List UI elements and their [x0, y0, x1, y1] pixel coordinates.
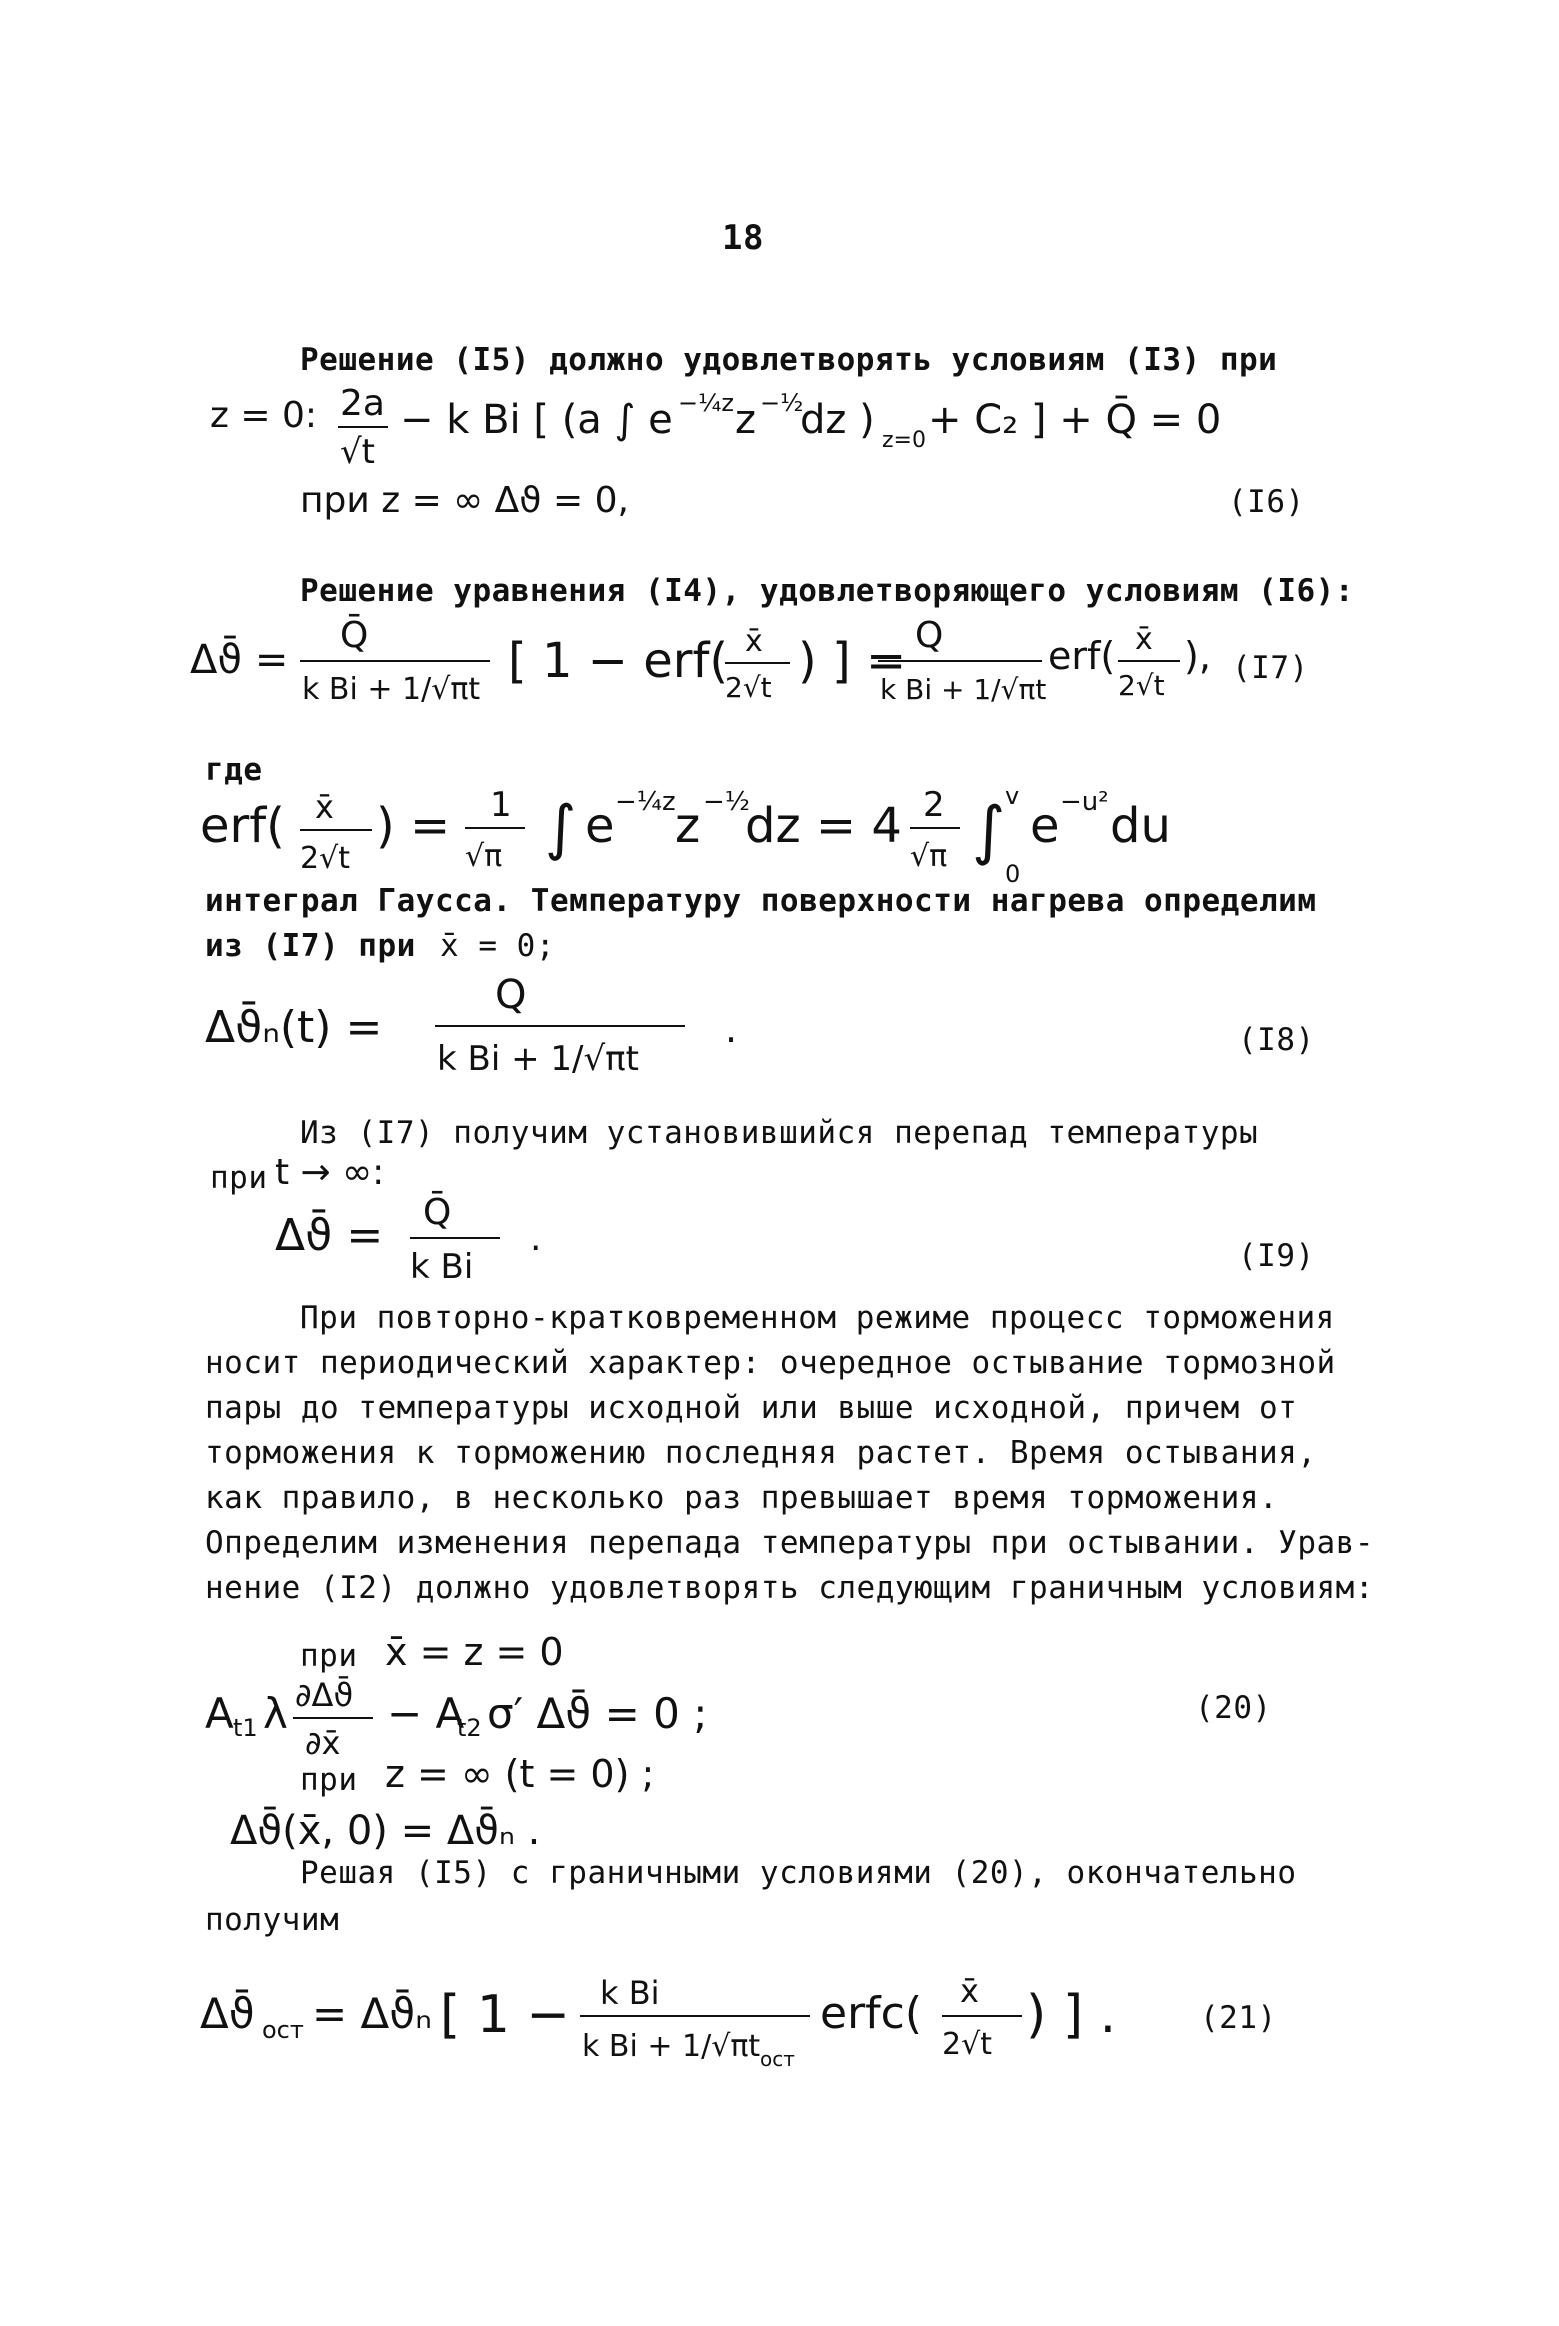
formula-20-initial: Δϑ̄(x̄, 0) = Δϑ̄ₙ .: [230, 1808, 541, 1854]
svg-text:− k Bi [ (a ∫ e: − k Bi [ (a ∫ e: [400, 397, 673, 443]
svg-text:erf(: erf(: [1048, 634, 1116, 678]
svg-text:e: e: [1030, 798, 1060, 854]
svg-text:∂Δϑ̄: ∂Δϑ̄: [295, 1676, 354, 1714]
svg-text:) ] =: ) ] =: [798, 633, 907, 689]
text-line-8: при: [300, 1638, 358, 1674]
svg-text:ост: ост: [760, 2047, 795, 2071]
paragraph-line-2: носит периодический характер: очередное остывание тормозной: [205, 1345, 1336, 1381]
svg-text:k Bi + 1/√πt: k Bi + 1/√πt: [437, 1039, 639, 1079]
formula-condition-x-z: x̄ = z = 0: [385, 1630, 564, 1674]
svg-text:Δϑ̄: Δϑ̄: [200, 1989, 255, 2038]
equation-number-17: (I7): [1232, 650, 1309, 686]
svg-text:∫: ∫: [545, 793, 577, 863]
svg-text:) =: ) =: [376, 798, 451, 854]
svg-text:2√t: 2√t: [1118, 669, 1165, 702]
formula-x-zero: x̄ = 0;: [440, 928, 555, 964]
svg-text:z = 0:: z = 0:: [210, 395, 317, 436]
svg-text:.: .: [725, 1007, 738, 1051]
svg-text:erfc(: erfc(: [820, 1988, 923, 2039]
svg-text:z: z: [675, 798, 701, 854]
svg-text:Q: Q: [915, 615, 944, 656]
svg-text:x̄: x̄: [960, 1972, 979, 2010]
svg-text:− A: − A: [387, 1689, 465, 1738]
svg-text:λ: λ: [263, 1689, 288, 1738]
formula-t-infinity: t → ∞:: [275, 1152, 385, 1193]
svg-text:[ 1 −: [ 1 −: [440, 1985, 570, 2045]
svg-text:√t: √t: [340, 432, 375, 472]
formula-erf-definition: [200, 770, 1260, 900]
formula-condition-z-infinity: z = ∞ (t = 0) ;: [385, 1752, 655, 1796]
svg-text:x̄: x̄: [315, 788, 334, 826]
svg-text:Δϑ̄ =: Δϑ̄ =: [275, 1210, 384, 1261]
svg-text:Δϑ̄ₙ(t) =: Δϑ̄ₙ(t) =: [205, 1002, 383, 1053]
svg-text:e: e: [585, 798, 615, 854]
paragraph-line-3: пары до температуры исходной или выше исходной, причем от: [205, 1390, 1298, 1426]
svg-text:σ′ Δϑ̄ = 0 ;: σ′ Δϑ̄ = 0 ;: [487, 1689, 708, 1738]
page-number: 18: [722, 218, 764, 258]
equation-number-19: (I9): [1238, 1238, 1315, 1274]
svg-text:−½: −½: [703, 787, 750, 817]
text-line-7: при: [210, 1160, 268, 1196]
svg-text:−½: −½: [760, 389, 804, 417]
svg-text:2√t: 2√t: [300, 841, 350, 876]
svg-text:k Bi: k Bi: [600, 1974, 660, 2012]
svg-text:[ 1 − erf(: [ 1 − erf(: [508, 633, 729, 689]
svg-text:) ] .: ) ] .: [1026, 1985, 1117, 2045]
svg-text:dz ): dz ): [800, 397, 875, 443]
formula-19: [275, 1190, 575, 1295]
svg-text:√π: √π: [910, 839, 948, 874]
svg-text:2a: 2a: [340, 383, 385, 424]
svg-text:2: 2: [923, 785, 945, 825]
text-line-10: Решая (I5) с граничными условиями (20), окончательно: [300, 1855, 1297, 1891]
formula-17: [190, 605, 1310, 745]
text-line-2: Решение уравнения (I4), удовлетворяющего условиям (I6):: [300, 573, 1354, 609]
svg-text:+ C₂ ] + Q̄ = 0: + C₂ ] + Q̄ = 0: [928, 397, 1222, 443]
text-line-3: где: [205, 752, 263, 788]
svg-text:−¼z: −¼z: [678, 389, 734, 417]
svg-text:erf(: erf(: [200, 798, 285, 854]
svg-text:Δϑ̄ =: Δϑ̄ =: [190, 637, 289, 683]
svg-text:k Bi + 1/√πt: k Bi + 1/√πt: [302, 672, 481, 707]
svg-text:−u²: −u²: [1060, 787, 1109, 817]
formula-boundary-z0: [210, 375, 1250, 485]
svg-text:.: .: [530, 1218, 542, 1259]
paragraph-line-1: При повторно-кратковременном режиме процесс торможения: [300, 1300, 1335, 1336]
svg-text:√π: √π: [465, 839, 503, 874]
svg-text:dz = 4: dz = 4: [745, 798, 902, 854]
svg-text:2√t: 2√t: [725, 671, 772, 704]
text-line-1: Решение (I5) должно удовлетворять условиям (I3) при: [300, 342, 1278, 378]
svg-text:),: ),: [1184, 634, 1211, 678]
text-line-11: получим: [205, 1902, 340, 1938]
svg-text:ост: ост: [262, 2016, 304, 2044]
paragraph-line-4: торможения к торможению последняя растет. Время остывания,: [205, 1435, 1317, 1471]
svg-text:Q̄: Q̄: [423, 1192, 452, 1233]
svg-text:z: z: [735, 397, 756, 443]
formula-18: [205, 970, 765, 1110]
svg-text:Q: Q: [495, 972, 527, 1018]
svg-text:−¼z: −¼z: [615, 787, 676, 817]
svg-text:k Bi: k Bi: [410, 1247, 474, 1287]
svg-text:v: v: [1005, 782, 1020, 810]
svg-text:t1: t1: [233, 1714, 258, 1742]
equation-number-16: (I6): [1228, 484, 1305, 520]
formula-16: при z = ∞ Δϑ = 0,: [300, 480, 629, 521]
svg-text:k Bi + 1/√πt: k Bi + 1/√πt: [582, 2029, 761, 2064]
paragraph-line-5: как правило, в несколько раз превышает время торможения.: [205, 1480, 1279, 1516]
svg-text:x̄: x̄: [1135, 622, 1153, 657]
svg-text:2√t: 2√t: [942, 2027, 992, 2062]
text-line-5: из (I7) при: [205, 928, 416, 964]
svg-text:k Bi + 1/√πt: k Bi + 1/√πt: [880, 673, 1047, 706]
svg-text:du: du: [1110, 798, 1171, 854]
svg-text:∂x̄: ∂x̄: [305, 1724, 341, 1762]
text-line-6: Из (I7) получим установившийся перепад температуры: [300, 1115, 1259, 1151]
paragraph-line-6: Определим изменения перепада температуры при остывании. Урав-: [205, 1525, 1374, 1561]
svg-text:∫: ∫: [972, 794, 1006, 868]
svg-text:Q̄: Q̄: [340, 615, 369, 656]
text-line-4: интеграл Гаусса. Температуру поверхности нагрева определим: [205, 883, 1317, 919]
paragraph-line-7: нение (I2) должно удовлетворять следующим граничным условиям:: [205, 1570, 1374, 1606]
svg-text:x̄: x̄: [745, 624, 763, 659]
equation-number-20: (20): [1195, 1690, 1272, 1726]
svg-text:= Δϑ̄ₙ: = Δϑ̄ₙ: [312, 1989, 433, 2038]
svg-text:A: A: [205, 1689, 234, 1738]
equation-number-21: (21): [1200, 2000, 1277, 2036]
svg-text:t2: t2: [457, 1714, 482, 1742]
svg-text:z=0: z=0: [882, 428, 926, 453]
svg-text:1: 1: [490, 785, 512, 825]
equation-number-18: (I8): [1238, 1022, 1315, 1058]
formula-21: [200, 1960, 1300, 2110]
svg-text:0: 0: [1005, 860, 1021, 888]
text-line-9: при: [300, 1762, 358, 1798]
